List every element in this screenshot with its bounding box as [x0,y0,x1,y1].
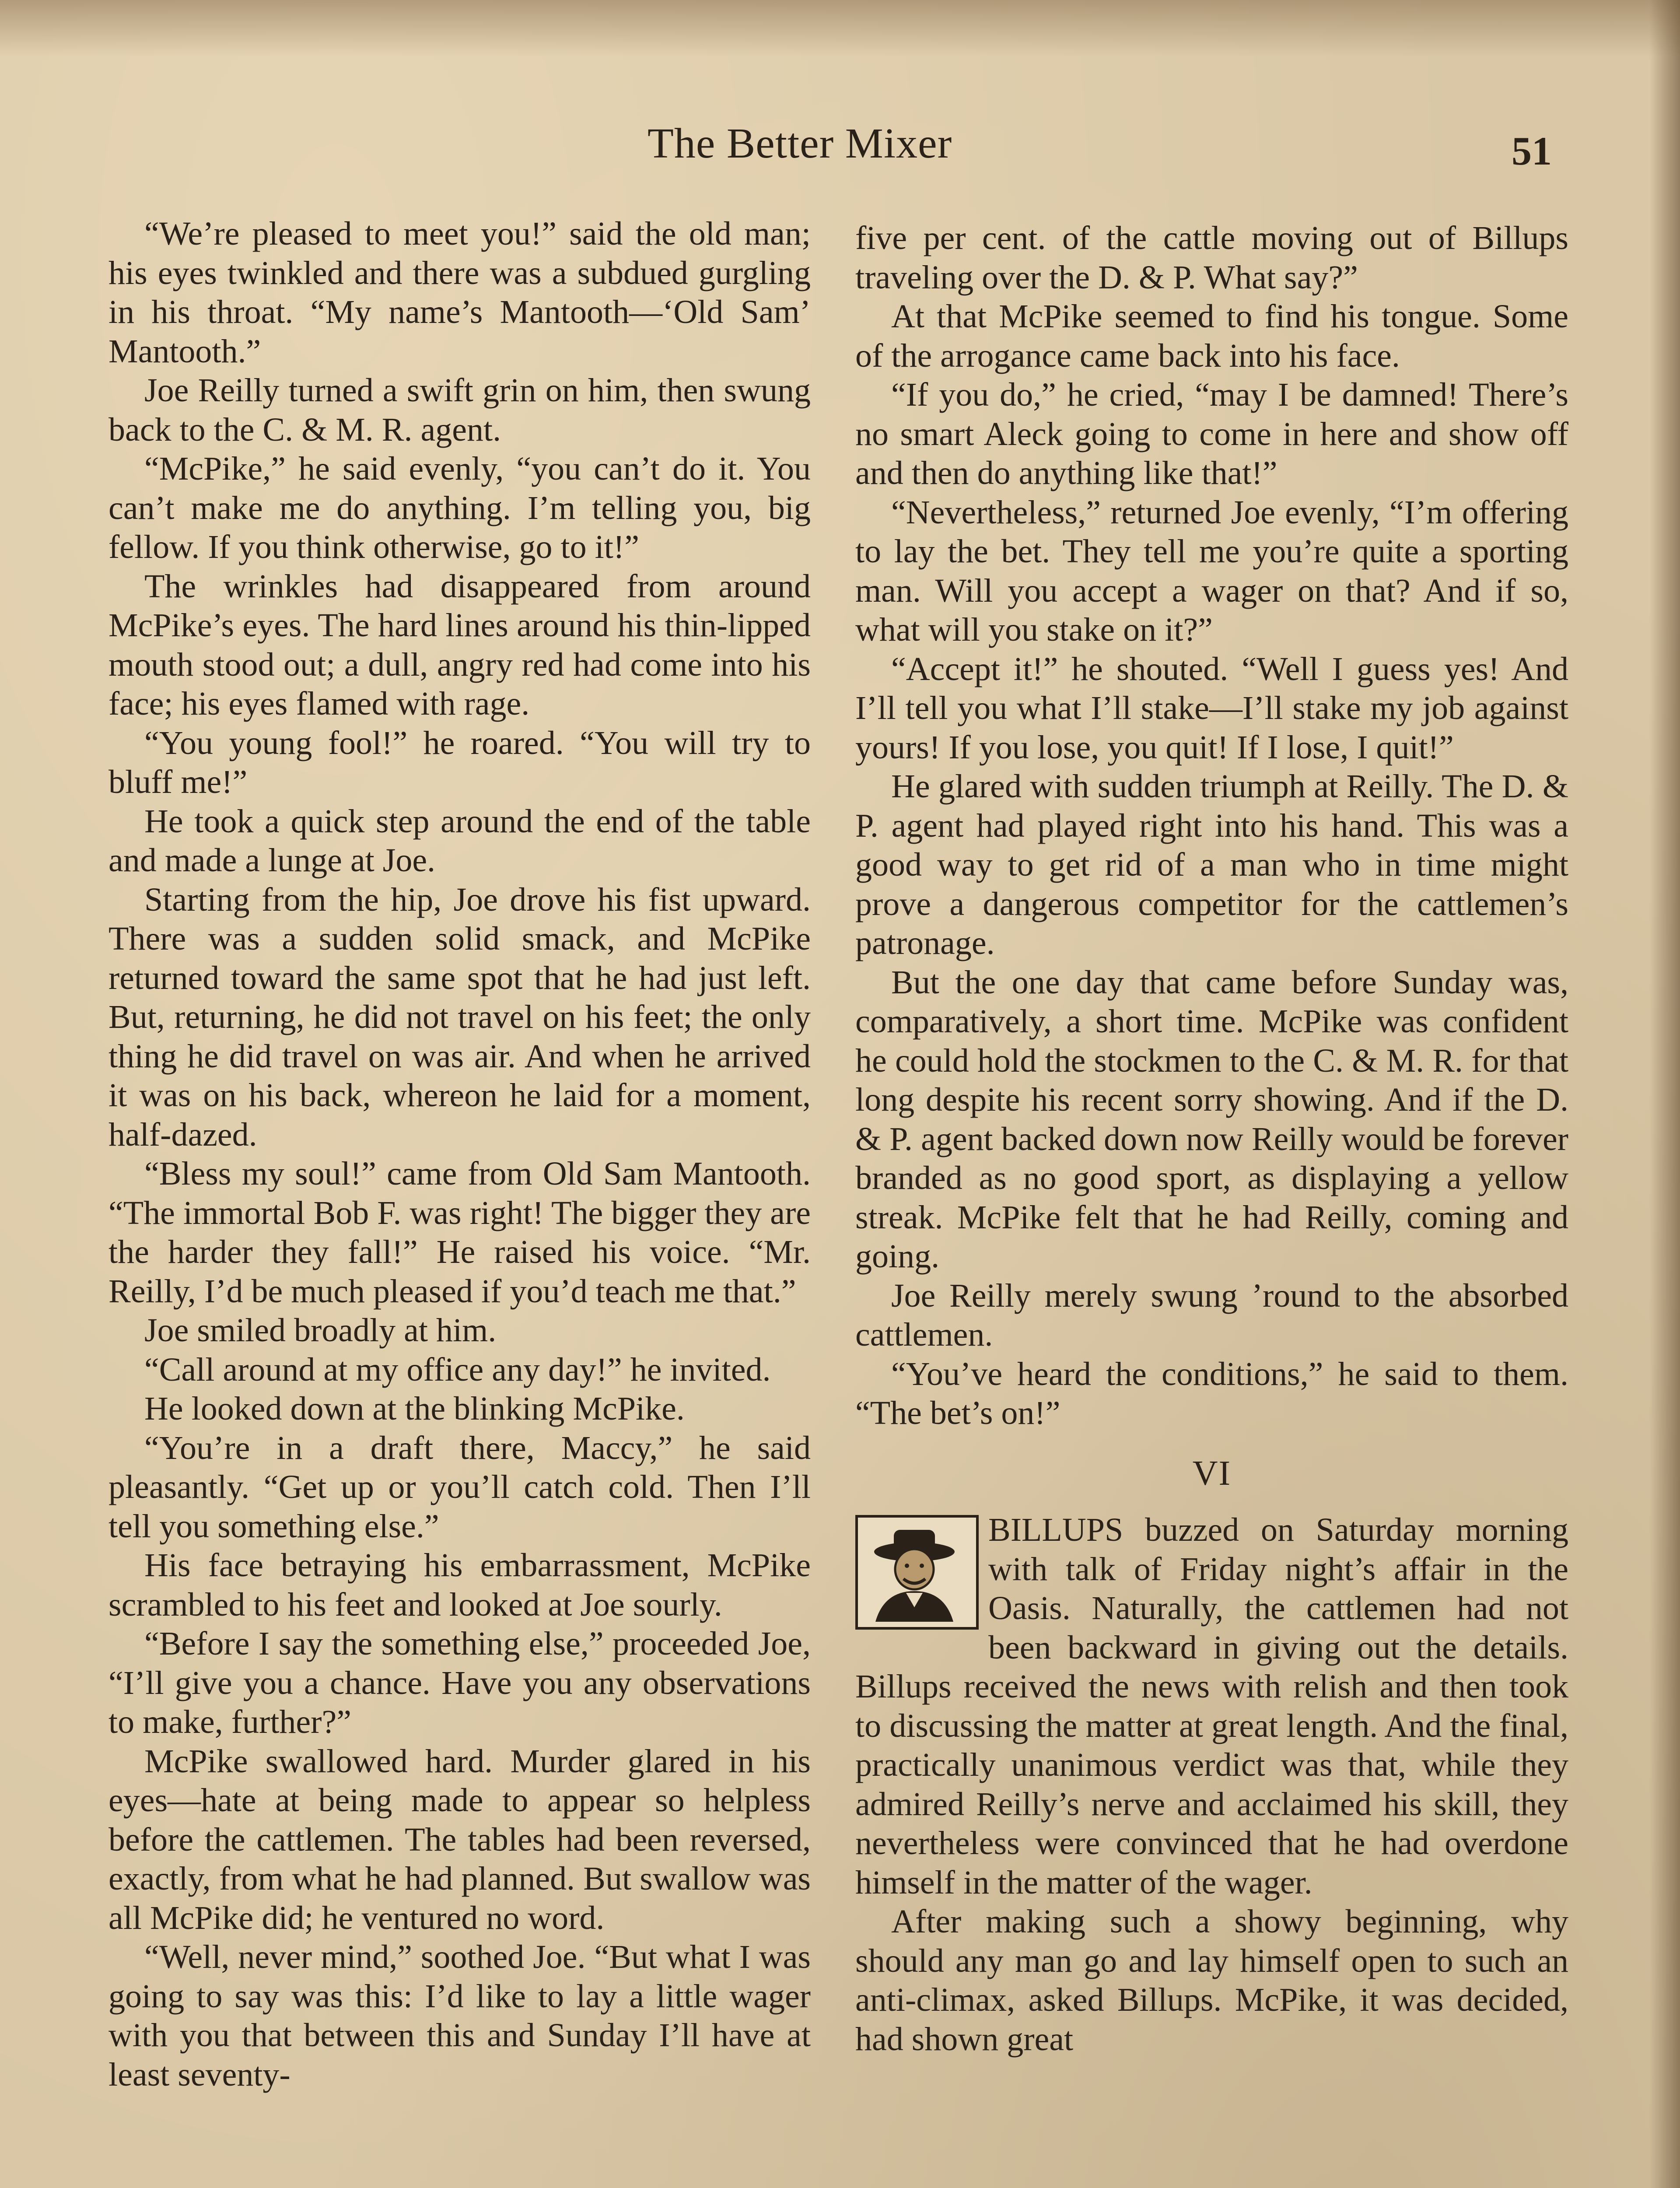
paragraph: “Bless my soul!” came from Old Sam Mantooth. “The immortal Bob F. was right! The bigger they are the harder they fall!” He raised his voice. “Mr. Reilly, I’d be much pleased if you’d teach me that.” [108,1155,811,1310]
paragraph: “McPike,” he said evenly, “you can’t do it. You can’t make me do anything. I’m telling you, big fellow. If you think otherwise, go to it!” [108,450,811,565]
paragraph: “Before I say the something else,” proceeded Joe, “I’ll give you a chance. Have you any observations to make, further?” [108,1625,811,1740]
running-title: The Better Mixer [648,120,952,167]
paragraph: He took a quick step around the end of the table and made a lunge at Joe. [108,803,811,879]
paragraph: He looked down at the blinking McPike. [144,1390,685,1427]
right-column [855,219,1568,2059]
paragraph: “Nevertheless,” returned Joe evenly, “I’m offering to lay the bet. They tell me you’re quite a sporting man. Will you accept a wager on that? And if so, what will you stake on it?” [855,494,1568,648]
paragraph: McPike swallowed hard. Murder glared in his eyes—hate at being made to appear so helpless before the cattlemen. The tables had been reversed, exactly, from what he had planned. But swallow was all McPike did; he ventured no word. [108,1743,811,1936]
paragraph: At that McPike seemed to find his tongue. Some of the arrogance came back into his face. [855,298,1568,374]
paragraph: Starting from the hip, Joe drove his fist upward. There was a sudden solid smack, and McPike returned toward the same spot that he had just left. But, returning, he did not travel on his feet; the only thing he did travel on was air. And when he arrived it was on his back, whereon he laid for a moment, half-dazed. [108,881,811,1153]
paragraph: “If you do,” he cried, “may I be damned! There’s no smart Aleck going to come in here and show off and then do anything like that!” [855,376,1568,491]
paragraph: “You young fool!” he roared. “You will try to bluff me!” [108,724,811,800]
paragraph: “You’re in a draft there, Maccy,” he said pleasantly. “Get up or you’ll catch cold. Then I’ll tell you something else.” [108,1429,811,1545]
paragraph: After making such a showy beginning, why should any man go and lay himself open to such an anti-climax, asked Billups. McPike, it was decided, had shown great [855,1903,1568,2058]
paragraph: Joe Reilly merely swung ’round to the absorbed cattlemen. [855,1277,1568,1353]
paragraph: The wrinkles had disappeared from around McPike’s eyes. The hard lines around his thin-lipped mouth stood out; a dull, angry red had come into his face; his eyes flamed with rage. [108,568,811,722]
dropcap-paragraph-text: BILLUPS buzzed on Saturday morning with talk of Friday night’s affair in the Oasis. Naturally, the cattlemen had not been backward in giving out the details. Billups received the news with relish and then took to discussing the matter at great length. And the final, practically unanimous verdict was that, while they admired Reilly’s nerve and acclaimed his skill, they nevertheless were convinced that he had overdone himself in the matter of the wager. [855,1511,1568,1901]
paragraph: Joe smiled broadly at him. [144,1312,497,1349]
section-heading: VI [1192,1454,1232,1493]
page-right-shadow [1649,0,1680,2188]
paragraph: “You’ve heard the conditions,” he said to them. “The bet’s on!” [855,1355,1568,1431]
page-top-shadow [0,0,1680,57]
dropcap-paragraph [855,1511,1568,1902]
page-number: 51 [1512,129,1552,173]
cowboy-portrait-icon [855,1515,979,1630]
paragraph: His face betraying his embarrassment, McPike scrambled to his feet and looked at Joe sourly. [108,1547,811,1623]
paragraph: But the one day that came before Sunday was, comparatively, a short time. McPike was confident he could hold the stockmen to the C. & M. R. for that long despite his recent sorry showing. And if the D. & P. agent backed down now Reilly would be forever branded as no good sport, as displaying a yellow streak. McPike felt that he had Reilly, coming and going. [855,964,1568,1275]
paragraph: five per cent. of the cattle moving out of Billups traveling over the D. & P. What say?” [855,220,1568,296]
page-header [0,115,1680,176]
paragraph: “Accept it!” he shouted. “Well I guess yes! And I’ll tell you what I’ll stake—I’ll stake my job against yours! If you lose, you quit! If I lose, I quit!” [855,650,1568,766]
paragraph: “Call around at my office any day!” he invited. [144,1351,771,1388]
paragraph: “We’re pleased to meet you!” said the old man; his eyes twinkled and there was a subdued gurgling in his throat. “My name’s Mantooth—‘Old Sam’ Mantooth.” [108,215,811,370]
paragraph: Joe Reilly turned a swift grin on him, then swung back to the C. & M. R. agent. [108,372,811,448]
paragraph: He glared with sudden triumph at Reilly. The D. & P. agent had played right into his hand. This was a good way to get rid of a man who in time might prove a dangerous competitor for the cattlemen’s patronage. [855,768,1568,961]
paragraph: “Well, never mind,” soothed Joe. “But what I was going to say was this: I’d like to lay a little wager with you that between this and Sunday I’ll have at least seventy- [108,1939,811,2093]
left-column [108,214,811,2094]
